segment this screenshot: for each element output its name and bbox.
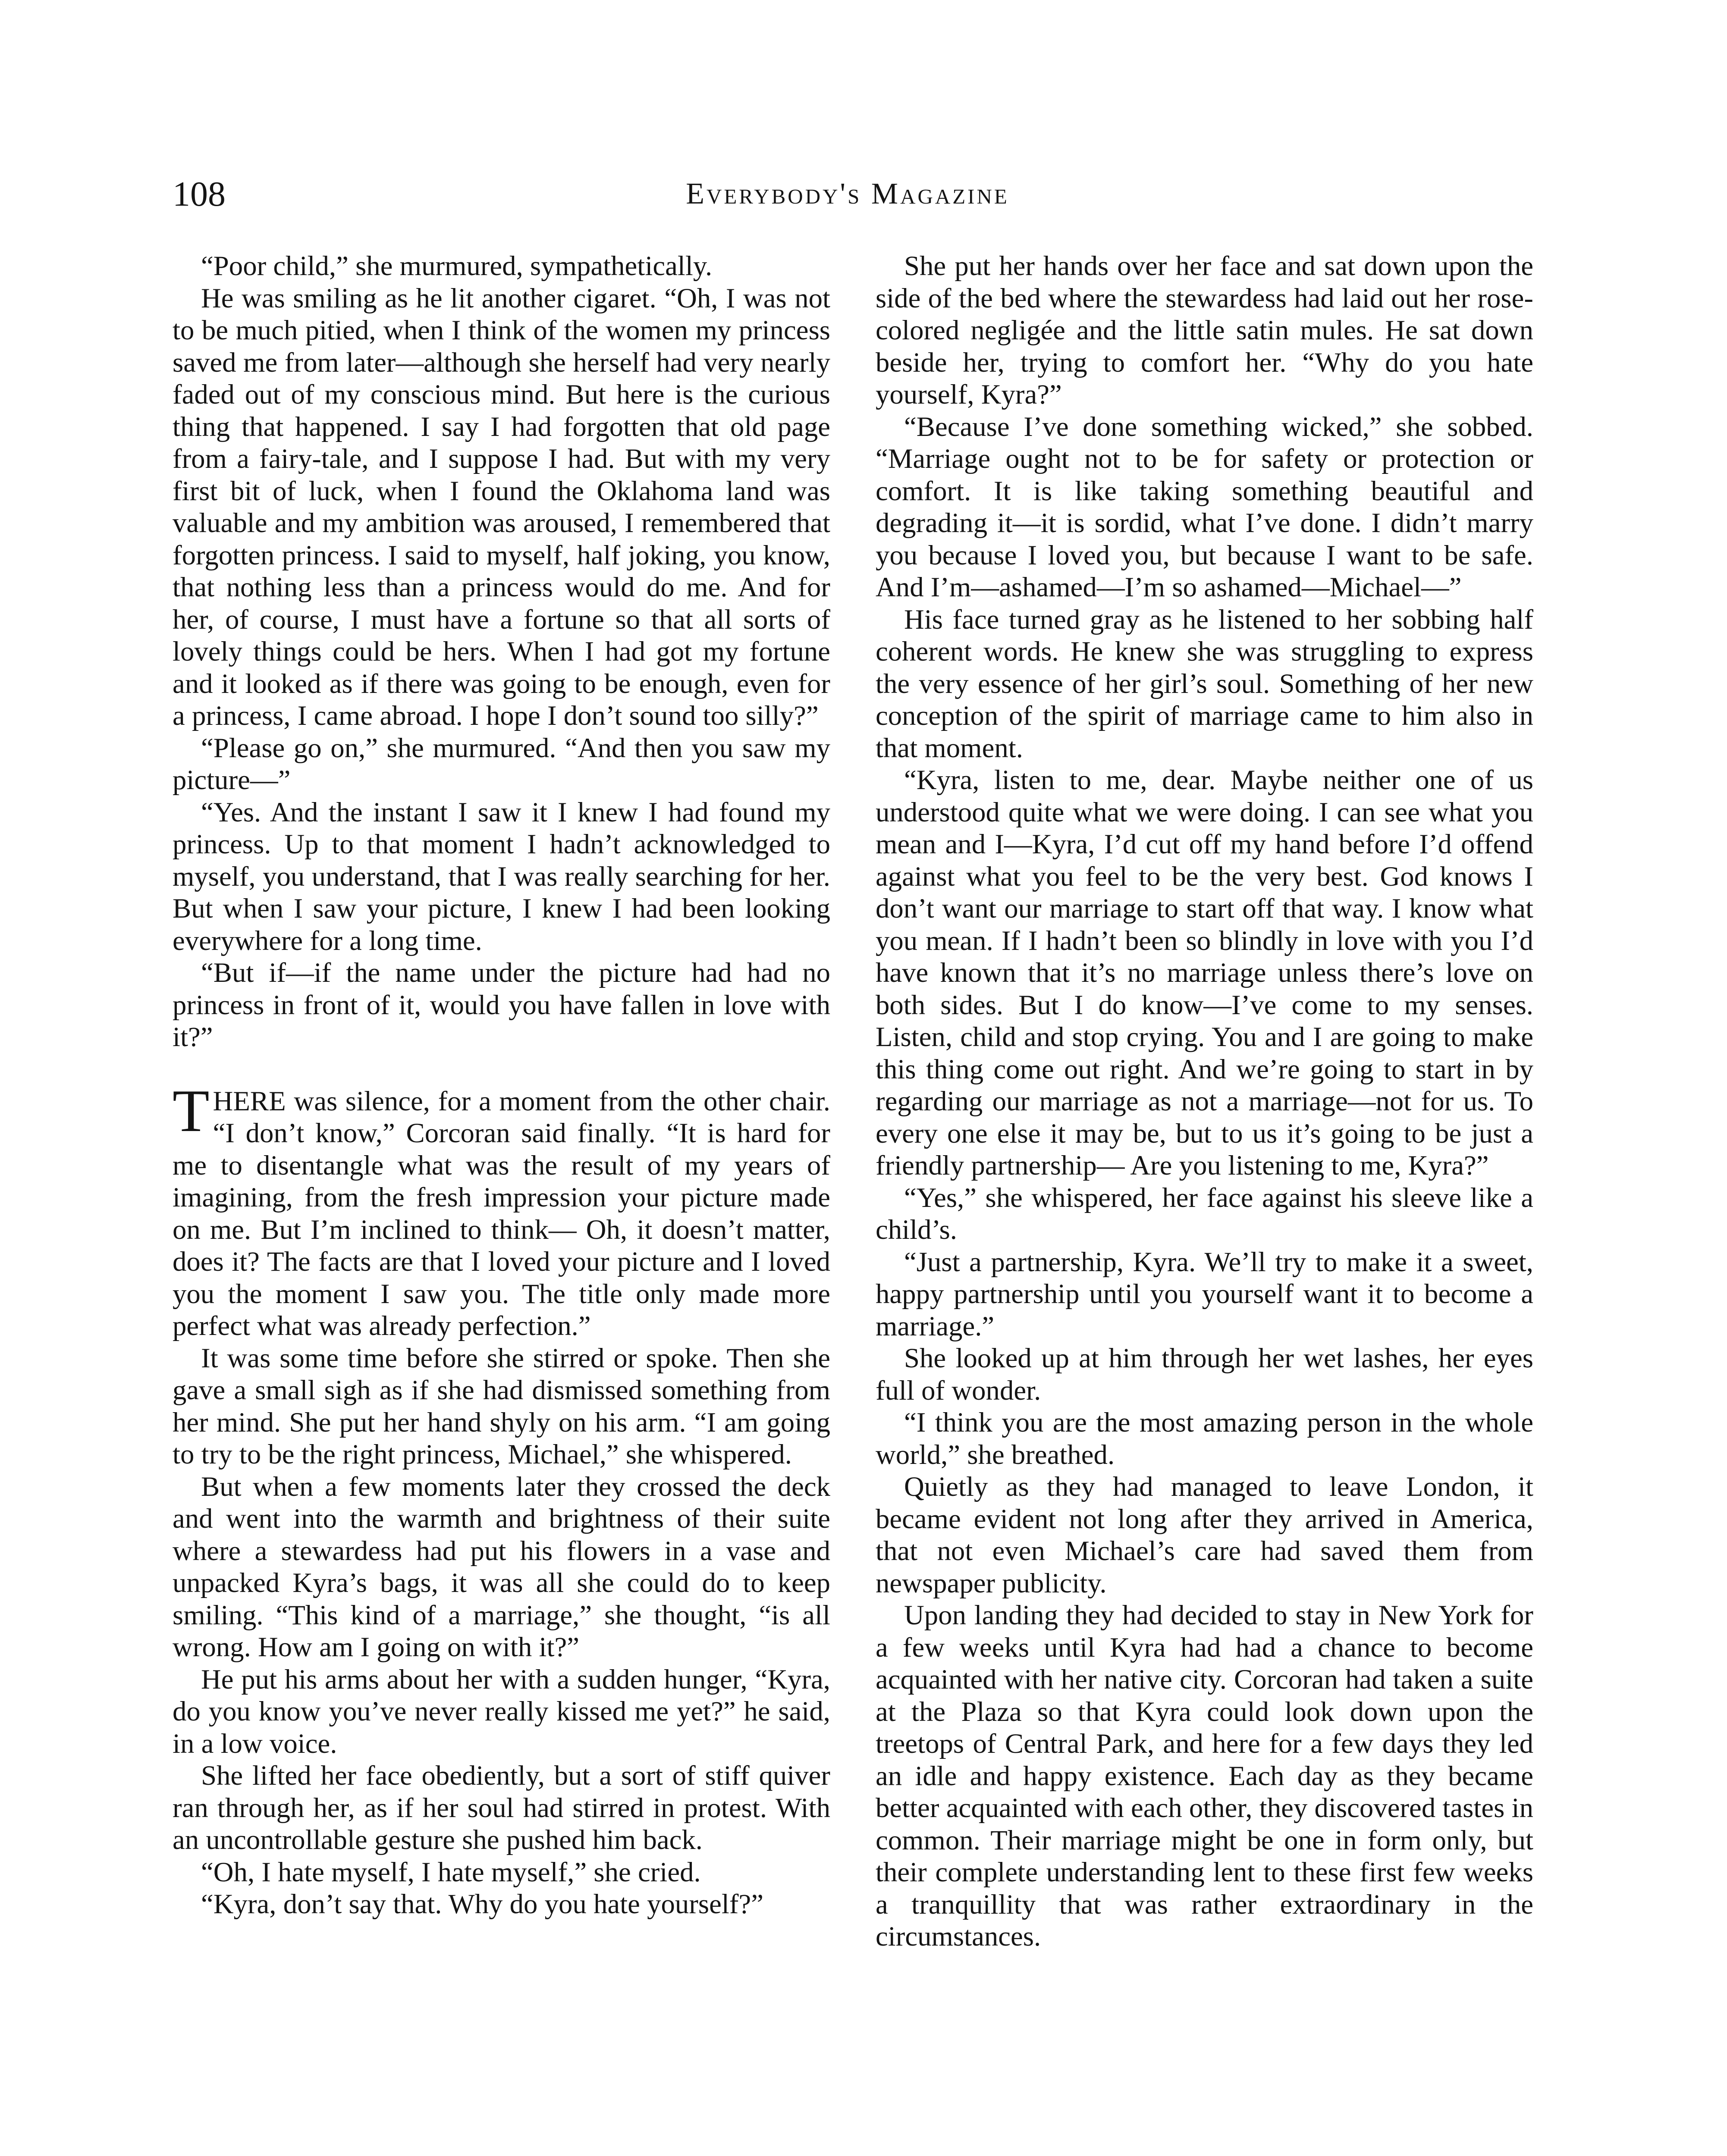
- paragraph: “Because I’ve done something wicked,” she sobbed. “Marriage ought not to be for safety or protection or comfort. It is like taking something beautiful and degrading it—it is sordid, what I’ve done. I didn’t marry you because I loved you, but because I want to be safe. And I’m—ashamed—I’m so ashamed—Michael—”: [876, 411, 1533, 603]
- paragraph: It was some time before she stirred or spoke. Then she gave a small sigh as if she had dismissed something from her mind. She put her hand shyly on his arm. “I am going to try to be the right princess, Michael,” she whispered.: [173, 1342, 830, 1470]
- paragraph: She looked up at him through her wet lashes, her eyes full of wonder.: [876, 1343, 1533, 1406]
- paragraph: “Kyra, don’t say that. Why do you hate yourself?”: [201, 1889, 763, 1920]
- paragraph: His face turned gray as he listened to her sobbing half coherent words. He knew she was struggling to express the very essence of her girl’s soul. Something of her new conception of the spirit of marriage came to him also in that moment.: [876, 604, 1533, 764]
- drop-cap: T: [173, 1077, 210, 1144]
- paragraph: “Just a partnership, Kyra. We’ll try to make it a sweet, happy partnership until you yourself want it to become a marriage.”: [876, 1246, 1533, 1342]
- running-head: Everybody's Magazine: [686, 177, 1009, 210]
- right-column: [876, 250, 1533, 1953]
- paragraph: “Poor child,” she murmured, sympathetically.: [201, 251, 713, 282]
- paragraph: But when a few moments later they crossed the deck and went into the warmth and brightness of their suite where a stewardess had put his flowers in a vase and unpacked Kyra’s bags, it was all she could do to keep smiling. “This kind of a marriage,” she thought, “is all wrong. How am I going on with it?”: [173, 1471, 830, 1663]
- paragraph: She lifted her face obediently, but a sort of stiff quiver ran through her, as if her soul had stirred in protest. With an uncontrollable gesture she pushed him back.: [173, 1760, 830, 1855]
- paragraph: “Oh, I hate myself, I hate myself,” she cried.: [201, 1856, 701, 1888]
- left-column: [173, 250, 830, 1921]
- page-number: 108: [173, 174, 226, 213]
- paragraph: He was smiling as he lit another cigaret. “Oh, I was not to be much pitied, when I think of the women my princess saved me from later—although she herself had very nearly faded out of my conscious mind. But here is the curious thing that happened. I say I had forgotten that old page from a fairy-tale, and I suppose I had. But with my very first bit of luck, when I found the Oklahoma land was valuable and my ambition was aroused, I remembered that forgotten princess. I said to myself, half joking, you know, that nothing less than a princess would do me. And for her, of course, I must have a fortune so that all sorts of lovely things could be hers. When I had got my fortune and it looked as if there was going to be enough, even for a princess, I came abroad. I hope I don’t sound too silly?”: [173, 282, 830, 731]
- paragraph: She put her hands over her face and sat down upon the side of the bed where the stewardess had laid out her rose-colored negligée and the little satin mules. He sat down beside her, trying to comfort her. “Why do you hate yourself, Kyra?”: [876, 251, 1533, 410]
- paragraph: “Yes. And the instant I saw it I knew I had found my princess. Up to that moment I hadn’t acknowledged to myself, you understand, that I was really searching for her. But when I saw your picture, I knew I had been looking everywhere for a long time.: [173, 796, 830, 956]
- paragraph: “Kyra, listen to me, dear. Maybe neither one of us understood quite what we were doing. I can see what you mean and I—Kyra, I’d cut off my hand before I’d offend against what you feel to be the very best. God knows I don’t want our marriage to start off that way. I know what you mean. If I hadn’t been so blindly in love with you I’d have known that it’s no marriage unless there’s love on both sides. But I do know—I’ve come to my senses. Listen, child and stop crying. You and I are going to make this thing come out right. And we’re going to start in by regarding our marriage as not a marriage—not for us. To every one else it may be, but to us it’s going to be just a friendly partnership— Are you listening to me, Kyra?”: [876, 765, 1533, 1181]
- paragraph: He put his arms about her with a sudden hunger, “Kyra, do you know you’ve never really kissed me yet?” he said, in a low voice.: [173, 1664, 830, 1759]
- section-start-paragraph: [173, 1077, 830, 1342]
- paragraph: “But if—if the name under the picture had had no princess in front of it, would you have fallen in love with it?”: [173, 957, 830, 1053]
- page-header: [173, 168, 1523, 220]
- paragraph: “I think you are the most amazing person in the whole world,” she breathed.: [876, 1407, 1533, 1470]
- paragraph: Upon landing they had decided to stay in New York for a few weeks until Kyra had had a chance to become acquainted with her native city. Corcoran had taken a suite at the Plaza so that Kyra could look down upon the treetops of Central Park, and here for a few days they led an idle and happy existence. Each day as they became better acquainted with each other, they discovered tastes in common. Their marriage might be one in form only, but their complete understanding lent to these first few weeks a tranquillity that was rather extraordinary in the circumstances.: [876, 1600, 1533, 1952]
- paragraph: “Yes,” she whispered, her face against his sleeve like a child’s.: [876, 1182, 1533, 1245]
- paragraph: “Please go on,” she murmured. “And then you saw my picture—”: [173, 732, 830, 796]
- paragraph: Quietly as they had managed to leave London, it became evident not long after they arrived in America, that not even Michael’s care had saved them from newspaper publicity.: [876, 1471, 1533, 1599]
- paragraph-text: HERE was silence, for a moment from the other chair. “I don’t know,” Corcoran said finally. “It is hard for me to disentangle what was the result of my years of imagining, from the fresh impression your picture made on me. But I’m inclined to think— Oh, it doesn’t matter, does it? The facts are that I loved your picture and I loved you the moment I saw you. The title only made more perfect what was already perfection.”: [173, 1085, 830, 1341]
